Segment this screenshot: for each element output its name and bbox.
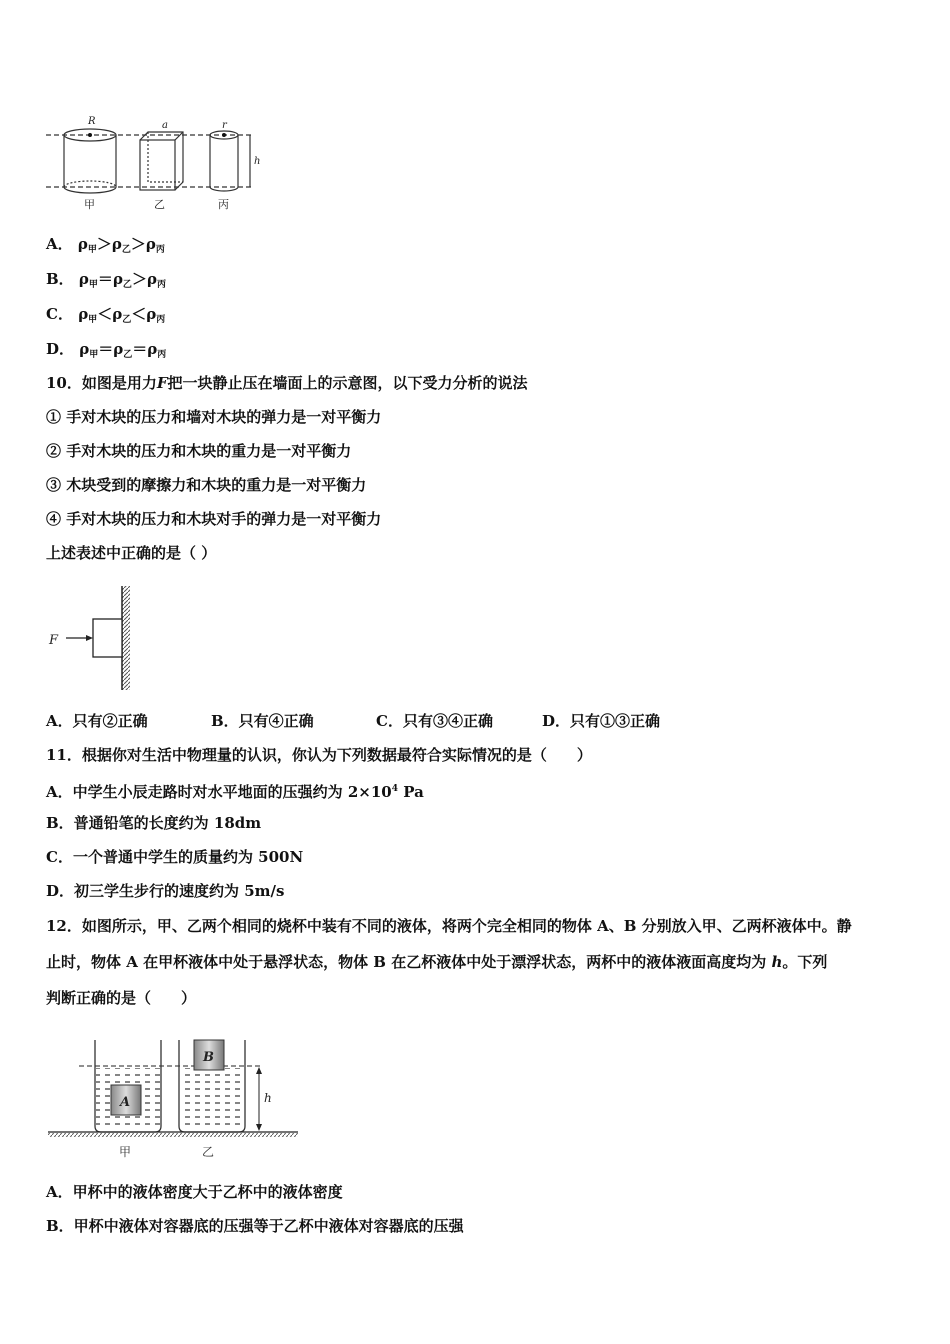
q11-option-b[interactable]: B．普通铅笔的长度约为 18dm [46,814,262,832]
q9-option-b[interactable]: B． $\rho_甲=\rho_乙>\rho_丙$ [46,270,166,290]
label-R: R [88,116,96,127]
q10-statement-2: ② 手对木块的压力和木块的重力是一对平衡力 [46,442,352,460]
q12-option-a[interactable]: A．甲杯中的液体密度大于乙杯中的液体密度 [46,1183,343,1201]
q10-statement-1: ① 手对木块的压力和墙对木块的弹力是一对平衡力 [46,408,382,426]
q12-option-b[interactable]: B．甲杯中液体对容器底的压强等于乙杯中液体对容器底的压强 [46,1217,464,1235]
label-r: r [222,120,227,131]
label-jia: 甲 [119,1145,132,1159]
q10-option-c[interactable]: C．只有③④正确 [376,712,493,730]
label-yi: 乙 [202,1145,215,1159]
label-B: B [203,1050,214,1065]
label-A: A [120,1095,131,1110]
q9-option-a[interactable]: A． $\rho_甲>\rho_乙>\rho_丙$ [46,235,165,255]
q10-stem: 10．如图是用力F把一块静止压在墙面上的示意图，以下受力分析的说法 [46,374,528,392]
q12-beakers-figure [44,1030,304,1165]
label-a: a [162,120,168,131]
label-F: F [49,633,59,648]
q12-stem-line-1: 12．如图所示，甲、乙两个相同的烧杯中装有不同的液体，将两个完全相同的物体 A、B 分别放入甲、乙两杯液体中。静 [46,917,852,935]
q10-statement-3: ③ 木块受到的摩擦力和木块的重力是一对平衡力 [46,476,367,494]
q11-option-c[interactable]: C．一个普通中学生的质量约为 500N [46,848,304,866]
q9-shapes-figure [44,112,264,212]
label-h: h [264,1091,272,1105]
q12-stem-line-3: 判断正确的是（ ） [46,989,197,1007]
q10-statement-4: ④ 手对木块的压力和木块对手的弹力是一对平衡力 [46,510,382,528]
label-jia: 甲 [84,198,95,211]
q12-stem-line-2: 止时，物体 A 在甲杯液体中处于悬浮状态，物体 B 在乙杯液体中处于漂浮状态，两杯中的液体液面高度均为 h。下列 [46,953,828,971]
label-h: h [254,156,261,167]
q10-option-d[interactable]: D．只有①③正确 [542,712,661,730]
q10-wall-block-figure [44,584,144,692]
q10-option-b[interactable]: B．只有④正确 [211,712,314,730]
label-bing: 丙 [218,198,229,211]
q9-option-d[interactable]: D． $\rho_甲=\rho_乙=\rho_丙$ [46,340,167,360]
label-yi: 乙 [154,198,165,211]
q10-option-a[interactable]: A．只有②正确 [46,712,148,730]
q10-question: 上述表述中正确的是（ ） [46,544,217,562]
q9-option-c[interactable]: C． $\rho_甲<\rho_乙<\rho_丙$ [46,305,166,325]
q11-option-a[interactable]: A．中学生小辰走路时对水平地面的压强约为 $2\times 10^4$ Pa [46,783,424,801]
q11-stem: 11．根据你对生活中物理量的认识，你认为下列数据最符合实际情况的是（ ） [46,746,592,764]
q11-option-d[interactable]: D．初三学生步行的速度约为 5m/s [46,882,285,900]
